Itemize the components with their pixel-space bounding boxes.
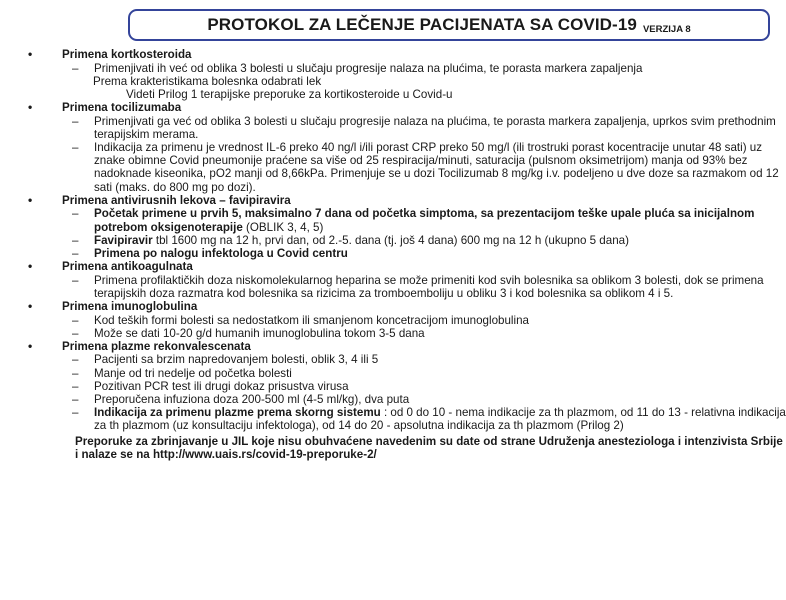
bullet-icon: • xyxy=(28,100,33,115)
dash-icon: – xyxy=(72,366,79,380)
list-item: – Početak primene u prvih 5, maksimalno 7 dana od početka simptoma, sa prezentacijom teške upale pluća sa inicijalnom potrebom oksigenoterapije (OBLIK 3, 4, 5) xyxy=(72,207,755,234)
section-anticoagulants xyxy=(0,260,786,300)
list-item: – Može se dati 10-20 g/d humanih imunoglobulina tokom 3-5 dana xyxy=(72,326,425,340)
dash-icon: – xyxy=(72,233,79,247)
bullet-icon: • xyxy=(28,338,33,353)
section-heading: • Primena kortkosteroida xyxy=(28,47,192,61)
section-heading: • Primena tocilizumaba xyxy=(28,100,182,115)
footer-note: Preporuke za zbrinjavanje u JIL koje nisu obuhvaćene navedenim su date od strane Udruženja anesteziologa i intenzivista Srbije i nalaze se na http://www.uais.rs/covid-19-preporuke-2/ xyxy=(75,434,783,461)
title-box xyxy=(128,9,770,41)
dash-icon: – xyxy=(72,313,79,327)
list-item: – Primena po nalogu infektologa u Covid centru xyxy=(72,246,348,260)
document-title: PROTOKOL ZA LEČENJE PACIJENATA SA COVID-19 xyxy=(207,15,637,34)
section-immunoglobulins xyxy=(0,300,786,340)
list-item: – Indikacija za primenu plazme prema skorng sistemu : od 0 do 10 - nema indikacije za th plazmom, od 11 do 13 - relativna indikacija za th plazmom (uz konsultaciju infektologa), od 14 do 20 - apsolutna indikacija za th plazmom (Prilog 2) xyxy=(72,406,786,433)
section-heading: • Primena antikoagulnata xyxy=(28,259,193,274)
list-item: – Primenjivati ih već od oblika 3 bolesti u slučaju progresije nalaza na plućima, te porasta markera zapaljenja xyxy=(72,61,643,75)
list-item: – Primenjivati ga već od oblika 3 bolesti u slučaju progresije nalaza na plućima, te porasta markera zapaljenja, uprkos svim prethodnim terapijskim merama. xyxy=(72,114,776,141)
dash-icon: – xyxy=(72,207,79,221)
list-item: – Preporučena infuziona doza 200-500 ml (4-5 ml/kg), dva puta xyxy=(72,393,410,407)
version-label: VERZIJA 8 xyxy=(642,23,691,35)
list-item: – Pacijenti sa brzim napredovanjem bolesti, oblik 3, 4 ili 5 xyxy=(72,353,379,367)
section-tocilizumab xyxy=(0,101,786,194)
list-item: – Pozitivan PCR test ili drugi dokaz prisustva virusa xyxy=(72,379,349,393)
section-heading: • Primena plazme rekonvalescenata xyxy=(28,338,251,353)
protocol-content xyxy=(0,48,786,461)
list-item: – Primena profilaktičkih doza niskomolekularnog heparina se može primeniti kod svih bolesnika sa oblikom 3 bolesti, dok se primena terapijskih doza razmatra kod bolesnika sa rizicima za tromboemboliju u obliku 3 i kod bolesnika sa oblikom 4 i 5. xyxy=(72,273,764,300)
bullet-icon: • xyxy=(28,259,33,274)
dash-icon: – xyxy=(72,393,79,407)
dash-icon: – xyxy=(72,379,79,393)
list-item: – Indikacija za primenu je vrednost IL-6 preko 40 ng/l i/ili porast CRP preko 50 mg/l (ili trostruki porast kocentracije unutar 48 sati) uz znake obimne Covid pneumonije praćene sa više od 25 respiracija/minuti, saturacija (pulsnom oksimetrijom) manja od 93% bez nadoknade kiseonika, pO2 manji od 8,66kPa. Primenjuje se u dozi Tocilizumab 8 mg/kg i.v. podeljeno u dve doze sa razmakom od 12 sati (maks. do 800 mg po dozi). xyxy=(72,141,779,194)
dash-icon: – xyxy=(72,114,79,128)
dash-icon: – xyxy=(72,406,79,420)
section-corticosteroids xyxy=(0,48,786,101)
list-item: Prema krakteristikama bolesnka odabrati lek xyxy=(93,74,322,88)
section-heading: • Primena antivirusnih lekova – favipiravira xyxy=(28,192,291,207)
section-heading: • Primena imunoglobulina xyxy=(28,299,198,314)
list-item: Videti Prilog 1 terapijske preporuke za kortikosteroide u Covid-u xyxy=(126,87,453,101)
dash-icon: – xyxy=(72,353,79,367)
dash-icon: – xyxy=(72,61,79,75)
bullet-icon: • xyxy=(28,299,33,314)
dash-icon: – xyxy=(72,273,79,287)
bullet-icon: • xyxy=(28,192,33,207)
section-antivirals xyxy=(0,194,786,260)
dash-icon: – xyxy=(72,246,79,260)
list-item: – Favipiravir tbl 1600 mg na 12 h, prvi dan, od 2.-5. dana (tj. još 4 dana) 600 mg na 12 h (ukupno 5 dana) xyxy=(72,233,629,247)
section-convalescent-plasma xyxy=(0,340,786,433)
bullet-icon: • xyxy=(28,47,33,61)
list-item: – Manje od tri nedelje od početka bolesti xyxy=(72,366,292,380)
dash-icon: – xyxy=(72,326,79,340)
dash-icon: – xyxy=(72,141,79,155)
list-item: – Kod teških formi bolesti sa nedostatkom ili smanjenom koncetracijom imunoglobulina xyxy=(72,313,529,327)
